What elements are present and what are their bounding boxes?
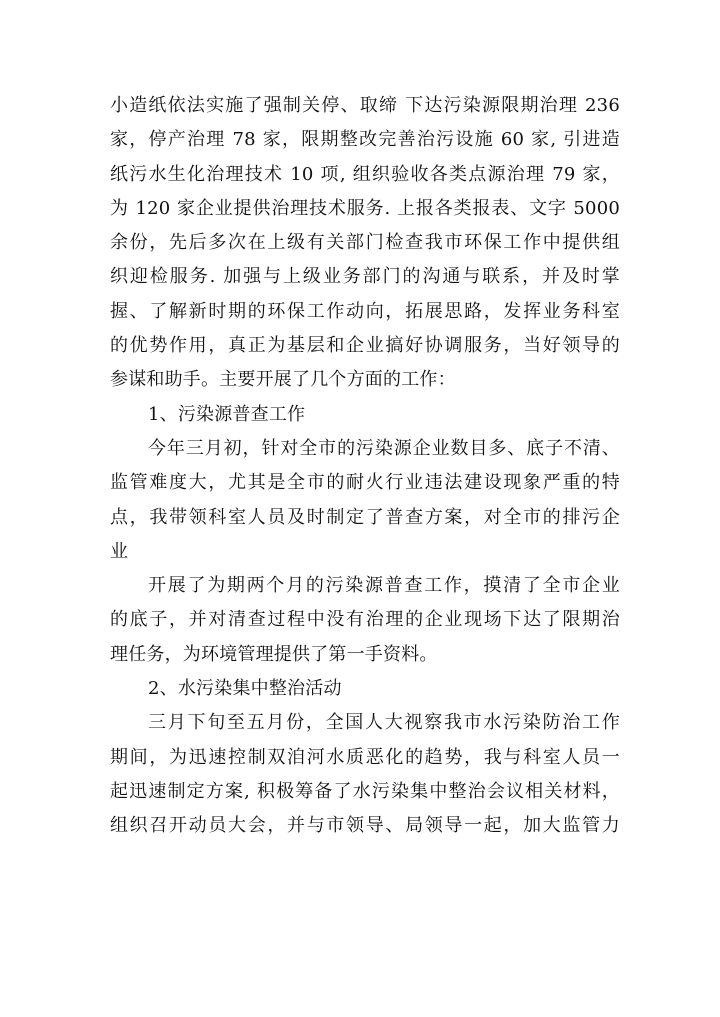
text-line: 纸污水生化治理技术 10 项, 组织验收各类点源治理 79 家， — [110, 163, 620, 185]
text-line: 点，我带领科室人员及时制定了普查方案，对全市的排污企 — [110, 506, 620, 528]
text-line: 余份，先后多次在上级有关部门检查我市环保工作中提供组 — [110, 232, 620, 254]
text-line: 今年三月初，针对全市的污染源企业数目多、底子不清、 — [148, 437, 620, 459]
text-line: 家，停产治理 78 家，限期整改完善治污设施 60 家, 引进造 — [110, 129, 620, 151]
body-text — [110, 89, 620, 844]
text-line: 起迅速制定方案, 积极筹备了水污染集中整治会议相关材料， — [110, 780, 620, 802]
text-line: 参谋和助手。主要开展了几个方面的工作： — [110, 369, 456, 391]
text-line: 织迎检服务. 加强与上级业务部门的沟通与联系，并及时掌 — [110, 266, 620, 288]
text-line: 握、了解新时期的环保工作动向，拓展思路，发挥业务科室 — [110, 300, 620, 322]
text-line: 小造纸依法实施了强制关停、取缔 下达污染源限期治理 236 — [110, 95, 620, 116]
text-line: 监管难度大，尤其是全市的耐火行业违法建设现象严重的特 — [110, 472, 620, 494]
text-line: 的优势作用，真正为基层和企业搞好协调服务，当好领导的 — [110, 335, 620, 357]
text-line: 的底子，并对清查过程中没有治理的企业现场下达了限期治 — [110, 609, 620, 631]
text-line: 为 120 家企业提供治理技术服务. 上报各类报表、文字 5000 — [110, 197, 620, 219]
text-line: 三月下旬至五月份，全国人大视察我市水污染防治工作 — [148, 712, 620, 734]
text-line: 理任务，为环境管理提供了第一手资料。 — [110, 643, 438, 665]
text-line: 1、污染源普查工作 — [148, 403, 306, 425]
text-line: 2、水污染集中整治活动 — [148, 678, 342, 700]
text-line: 业 — [110, 540, 129, 562]
text-line: 组织召开动员大会，并与市领导、局领导一起，加大监管力 — [110, 815, 620, 837]
text-line: 开展了为期两个月的污染源普查工作，摸清了全市企业 — [148, 575, 620, 597]
text-line: 期间，为迅速控制双洎河水质恶化的趋势，我与科室人员一 — [110, 746, 620, 768]
